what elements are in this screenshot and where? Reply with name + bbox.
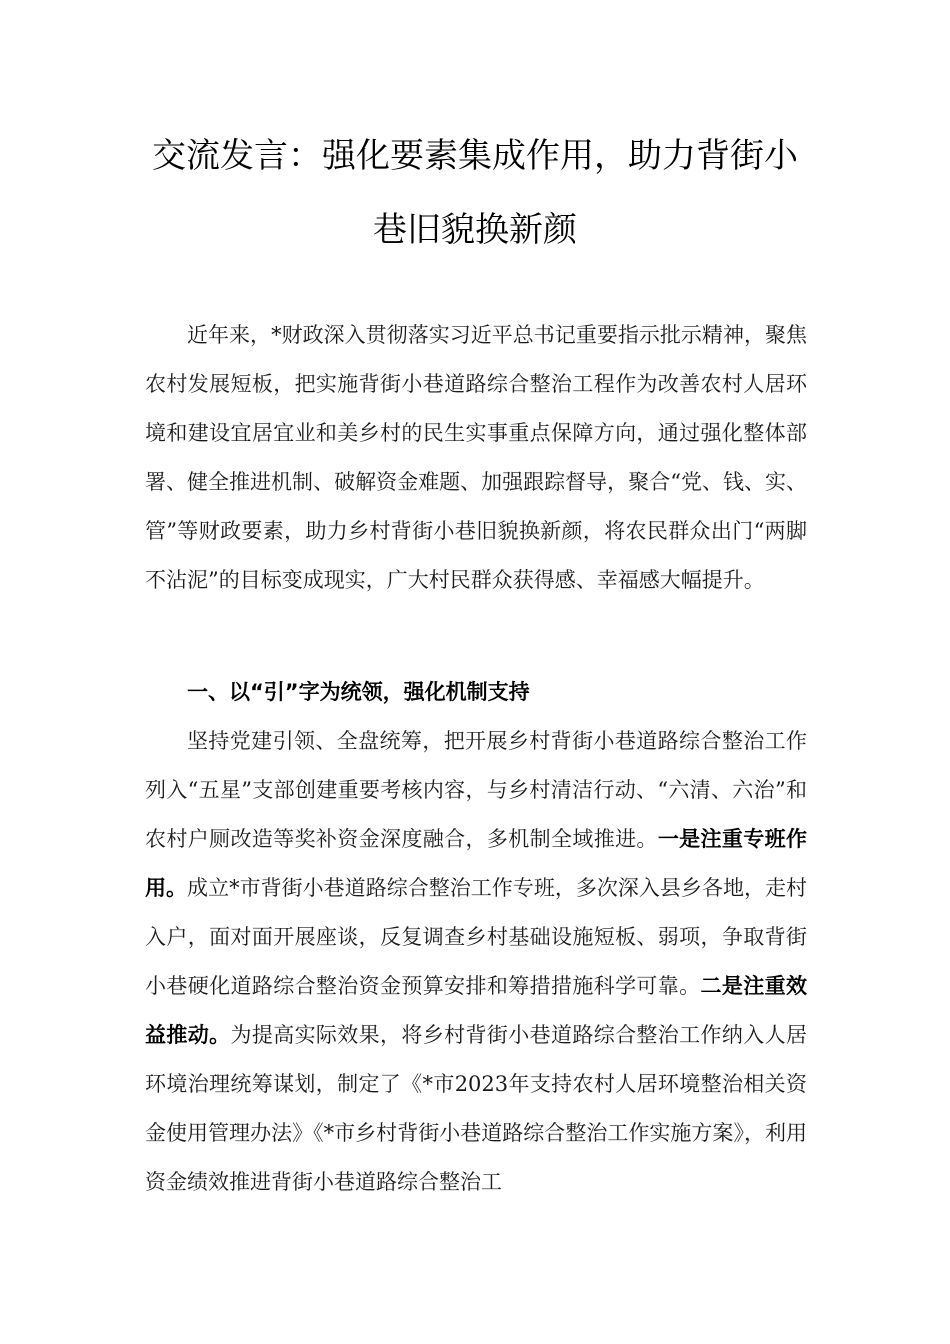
section-heading-1: 一、以“引”字为统领，强化机制支持	[187, 680, 530, 704]
section-1-text-2: 成立*市背街小巷道路综合整治工作专班，多次深入县乡各地，走村入户，面对面开展座谈，反复调查乡村基础设施短板、弱项，争取背街小巷硬化道路综合整治资金预算安排和筹措措施科学可靠。	[145, 876, 808, 998]
document-title-line-2: 巷旧貌换新颜	[373, 210, 577, 250]
bold-phrase-second-point: 二是注重效益推动。	[145, 974, 807, 1047]
document-title-line-1: 交流发言：强化要素集成作用，助力背街小	[152, 136, 798, 176]
bold-phrase-first-point: 一是注重专班作用。	[145, 827, 808, 900]
section-1-text-1: 坚持党建引领、全盘统筹，把开展乡村背街小巷道路综合整治工作列入“五星”支部创建重要考核内容，与乡村清洁行动、“六清、六治”和农村户厕改造等奖补资金深度融合，多机制全域推进。	[145, 729, 807, 851]
section-1-paragraph	[145, 717, 807, 1207]
section-1-text-3: 为提高实际效果，将乡村背街小巷道路综合整治工作纳入人居环境治理统筹谋划，制定了《*市2023年支持农村人居环境整治相关资金使用管理办法》《*市乡村背街小巷道路综合整治工作实施方案》，利用资金绩效推进背街小巷道路综合整治工	[145, 1023, 807, 1194]
intro-paragraph: 近年来，*财政深入贯彻落实习近平总书记重要指示批示精神，聚焦农村发展短板，把实施背街小巷道路综合整治工程作为改善农村人居环境和建设宜居宜业和美乡村的民生实事重点保障方向，通过强化整体部署、健全推进机制、破解资金难题、加强跟踪督导，聚合“党、钱、实、管”等财政要素，助力乡村背街小巷旧貌换新颜，将农民群众出门“两脚不沾泥”的目标变成现实，广大村民群众获得感、幸福感大幅提升。	[145, 323, 807, 592]
